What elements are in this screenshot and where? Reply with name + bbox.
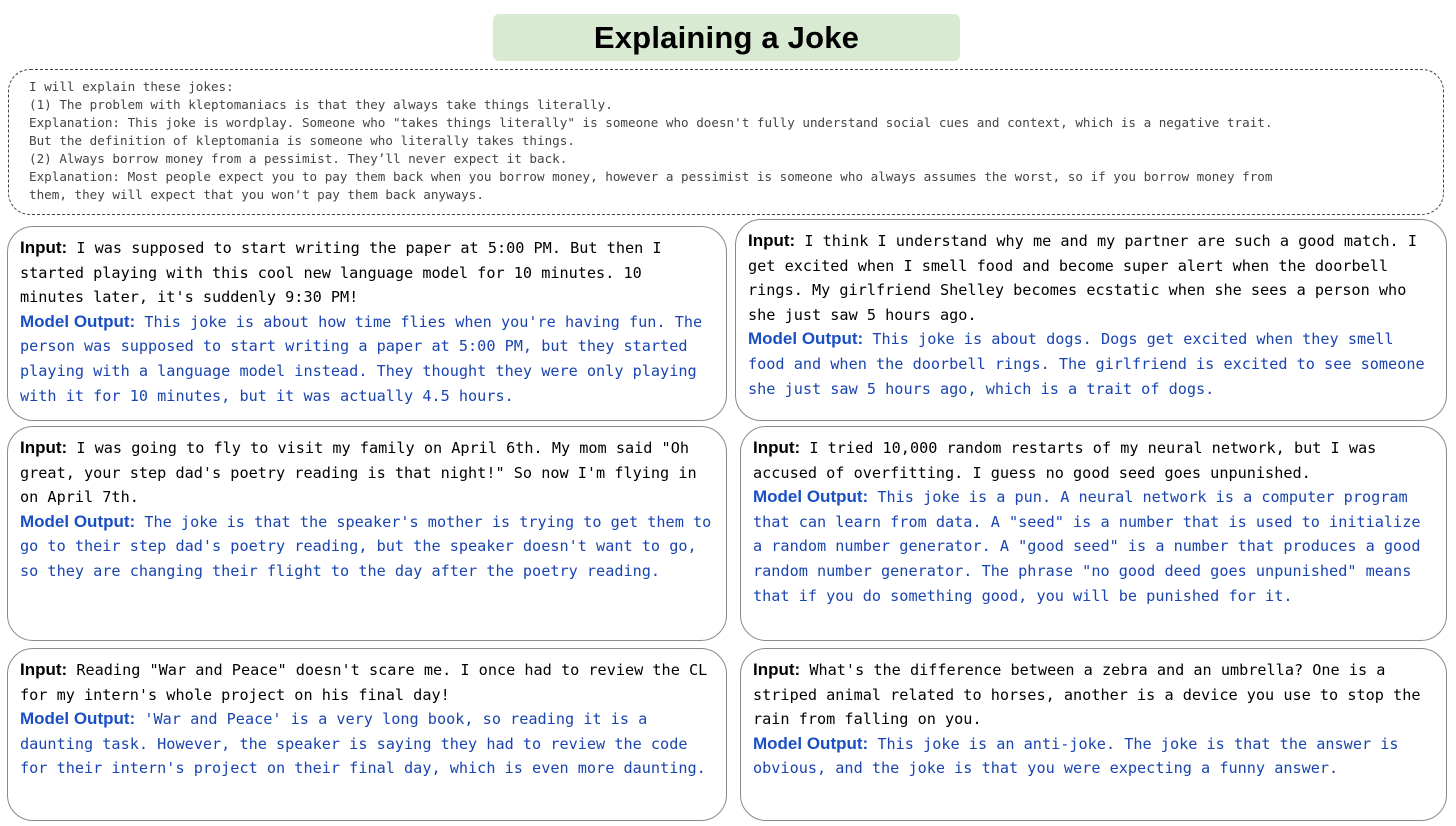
model-output: This joke is about dogs. Dogs get excited when they smell food and when the doorbell rings. The girlfriend is excited to see someone she just saw 5 hours ago, which is a trait of dogs. (748, 330, 1425, 398)
example-card-6 (740, 648, 1447, 821)
model-output: 'War and Peace' is a very long book, so reading it is a daunting task. However, the speaker is saying they had to review the code for their intern's project on their final day, which is even more daunting. (20, 710, 706, 778)
output-label: Model Output: (20, 709, 136, 729)
joke-input: I tried 10,000 random restarts of my neural network, but I was accused of overfitting. I guess no good seed goes unpunished. (753, 439, 1377, 482)
example-card-5 (7, 648, 727, 821)
input-label: Input: (20, 438, 68, 457)
input-label: Input: (753, 660, 801, 679)
joke-input: I think I understand why me and my partner are such a good match. I get excited when I smell food and become super alert when the doorbell rings. My girlfriend Shelley becomes ecstatic when she sees a person who she just saw 5 hours ago. (748, 232, 1417, 324)
example-card-1 (7, 226, 727, 421)
example-card-3 (7, 426, 727, 641)
model-output: This joke is an anti-joke. The joke is that the answer is obvious, and the joke is that you were expecting a funny answer. (753, 734, 1399, 778)
output-label: Model Output: (20, 511, 136, 531)
joke-input: What's the difference between a zebra and an umbrella? One is a striped animal related to horses, another is a device you use to stop the rain from falling on you. (753, 661, 1421, 729)
model-output: This joke is a pun. A neural network is a computer program that can learn from data. A "seed" is a number that is used to initialize a random number generator. A "good seed" is a number that produces a good random number generator. The phrase "no good deed goes unpunished" means that if you do something good, you will be punished for it. (753, 488, 1421, 605)
output-label: Model Output: (748, 329, 864, 349)
input-label: Input: (20, 660, 68, 679)
prompt-line: Explanation: This joke is wordplay. Someone who "takes things literally" is someone who doesn't fully understand social cues and context, which is a negative trait. (29, 115, 1273, 130)
prompt-line: (1) The problem with kleptomaniacs is that they always take things literally. (29, 97, 613, 112)
prompt-line: Explanation: Most people expect you to pay them back when you borrow money, however a pessimist is someone who always assumes the worst, so if you borrow money from (29, 169, 1273, 184)
prompt-line: them, they will expect that you won't pay them back anyways. (29, 187, 484, 202)
input-label: Input: (748, 231, 796, 250)
page-title: Explaining a Joke (593, 19, 860, 55)
model-output: This joke is about how time flies when you're having fun. The person was supposed to start writing a paper at 5:00 PM, but they started playing with a language model instead. They thought they were only playing with it for 10 minutes, but it was actually 4.5 hours. (20, 312, 703, 405)
example-card-4 (740, 426, 1447, 641)
prompt-line: But the definition of kleptomania is someone who literally takes things. (29, 133, 575, 148)
title-banner (493, 14, 960, 61)
input-label: Input: (753, 438, 801, 457)
prompt-line: I will explain these jokes: (29, 79, 234, 94)
joke-input: I was supposed to start writing the paper at 5:00 PM. But then I started playing with this cool new language model for 10 minutes. 10 minutes later, it's suddenly 9:30 PM! (20, 239, 662, 307)
prompt-line: (2) Always borrow money from a pessimist. They’ll never expect it back. (29, 151, 568, 166)
example-card-2 (735, 219, 1447, 421)
model-output: The joke is that the speaker's mother is trying to get them to go to their step dad's poetry reading, but the speaker doesn't want to go, so they are changing their flight to the day after the poetry reading. (20, 512, 712, 580)
joke-input: Reading "War and Peace" doesn't scare me. I once had to review the CL for my intern's whole project on his final day! (20, 661, 708, 704)
joke-input: I was going to fly to visit my family on April 6th. My mom said "Oh great, your step dad's poetry reading is that night!" So now I'm flying in on April 7th. (20, 439, 697, 507)
output-label: Model Output: (20, 311, 136, 331)
input-label: Input: (20, 238, 68, 257)
output-label: Model Output: (753, 487, 869, 507)
few-shot-prompt (8, 69, 1444, 215)
output-label: Model Output: (753, 733, 869, 753)
